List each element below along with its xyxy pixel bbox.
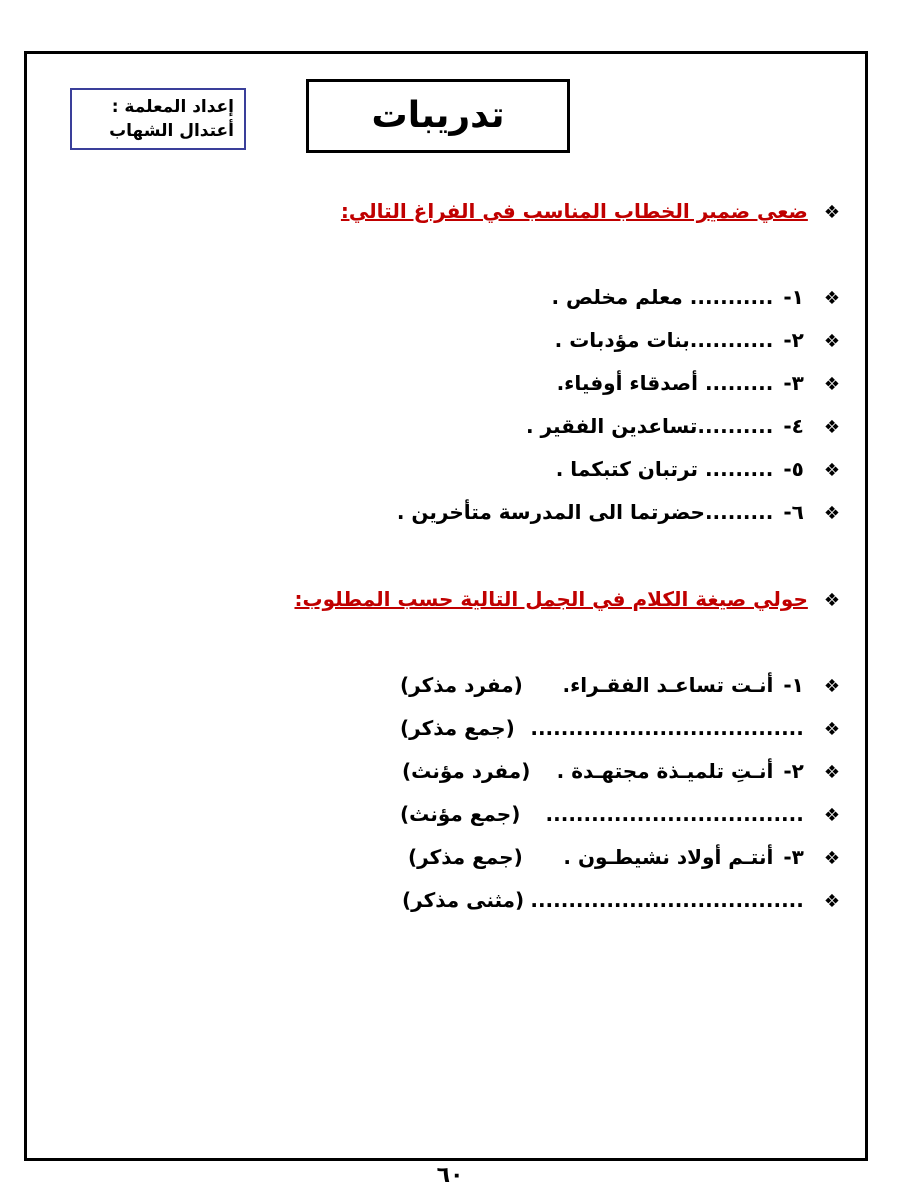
list-item xyxy=(556,457,840,481)
author-name: أعتدال الشهاب xyxy=(109,121,234,141)
diamond-bullet-icon: ❖ xyxy=(823,331,840,352)
list-item xyxy=(400,802,840,826)
diamond-bullet-icon: ❖ xyxy=(823,417,840,438)
item-text: أنتـم أولاد نشيطـون . xyxy=(563,845,774,869)
item-number: ٤- xyxy=(783,414,804,438)
diamond-bullet-icon: ❖ xyxy=(823,202,840,223)
item-number: ١- xyxy=(783,285,804,309)
author-label: إعداد المعلمة : xyxy=(111,97,234,117)
target-form: (مثنى مذكر) xyxy=(402,888,525,912)
item-number: ٦- xyxy=(783,500,804,524)
target-form: (جمع مذكر) xyxy=(408,845,523,869)
target-form: (مفرد مذكر) xyxy=(400,673,523,697)
item-text: أنـت تساعـد الفقـراء. xyxy=(562,673,774,697)
list-item xyxy=(400,673,840,697)
item-text: أنـتِ تلميـذة مجتهـدة . xyxy=(556,759,774,783)
list-item xyxy=(552,285,841,309)
item-number: ٢- xyxy=(783,328,804,352)
diamond-bullet-icon: ❖ xyxy=(823,460,840,481)
list-item xyxy=(402,888,840,912)
author-box xyxy=(70,88,246,150)
item-number: ١- xyxy=(783,673,804,697)
list-item xyxy=(402,759,840,783)
diamond-bullet-icon: ❖ xyxy=(823,374,840,395)
list-item xyxy=(400,716,840,740)
section1-heading xyxy=(341,199,840,223)
diamond-bullet-icon: ❖ xyxy=(823,848,840,869)
target-form: (جمع مذكر) xyxy=(400,716,515,740)
page-title: تدريبات xyxy=(306,79,570,153)
item-text: .........حضرتما الى المدرسة متأخرين . xyxy=(396,500,774,524)
list-item xyxy=(526,414,840,438)
diamond-bullet-icon: ❖ xyxy=(823,590,840,611)
item-text: ......... ترتبان كتبكما . xyxy=(555,457,774,481)
section1-heading-text: ضعي ضمير الخطاب المناسب في الفراغ التالي: xyxy=(340,199,808,223)
answer-blank: .................................... xyxy=(530,716,804,740)
item-number: ٣- xyxy=(783,845,804,869)
section2-heading-text: حولي صيغة الكلام في الجمل التالية حسب المطلوب: xyxy=(294,587,808,611)
target-form: (جمع مؤنث) xyxy=(400,802,521,826)
diamond-bullet-icon: ❖ xyxy=(823,762,840,783)
item-number: ٢- xyxy=(783,759,804,783)
list-item xyxy=(397,500,840,524)
item-text: ..........تساعدين الفقير . xyxy=(525,414,774,438)
answer-blank: .................................. xyxy=(545,802,804,826)
item-number: ٣- xyxy=(783,371,804,395)
diamond-bullet-icon: ❖ xyxy=(823,503,840,524)
diamond-bullet-icon: ❖ xyxy=(823,805,840,826)
item-text: ...........بنات مؤدبات . xyxy=(554,328,774,352)
page-number: ٦٠ xyxy=(436,1163,464,1188)
list-item xyxy=(555,328,840,352)
diamond-bullet-icon: ❖ xyxy=(823,719,840,740)
list-item xyxy=(557,371,840,395)
diamond-bullet-icon: ❖ xyxy=(823,891,840,912)
item-number: ٥- xyxy=(783,457,804,481)
diamond-bullet-icon: ❖ xyxy=(823,676,840,697)
section2-heading xyxy=(294,587,840,611)
answer-blank: .................................... xyxy=(530,888,804,912)
diamond-bullet-icon: ❖ xyxy=(823,288,840,309)
item-text: ......... أصدقاء أوفياء. xyxy=(556,371,774,395)
list-item xyxy=(408,845,840,869)
target-form: (مفرد مؤنث) xyxy=(402,759,531,783)
item-text: ........... معلم مخلص . xyxy=(551,285,774,309)
